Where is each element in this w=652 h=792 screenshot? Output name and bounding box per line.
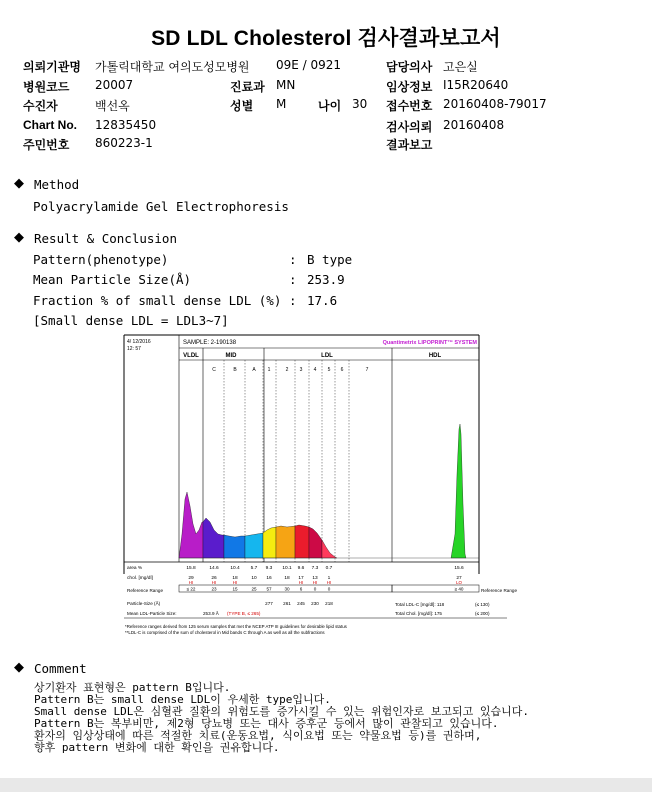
institution-label: 의뢰기관명	[23, 60, 81, 74]
age-value: 30	[352, 97, 368, 111]
chol-value: 17	[298, 576, 304, 581]
chol-flag: HI	[326, 580, 332, 585]
total-ldl: Total LDL-C [mg/dl]: 118	[395, 602, 445, 607]
area-value: 5.7	[250, 566, 258, 571]
comment-line: 환자의 임상상태에 따른 적절한 치료(운동요법, 식이요법 또는 약물요법 등)를 권하며,	[34, 729, 482, 742]
chol-flag: HI	[232, 580, 238, 585]
area-value: 14.6	[209, 566, 219, 571]
area-value: 15.6	[454, 566, 464, 571]
comment-line: 상기환자 표현형은 pattern B입니다.	[34, 681, 231, 694]
ref-value: 57	[266, 586, 272, 592]
chol-flag: HI	[312, 580, 318, 585]
particle-size-value: 253.9	[307, 272, 345, 287]
id-label: 주민번호	[23, 138, 70, 152]
fraction-label: Fraction % of small dense LDL (%)	[33, 293, 282, 308]
ref-value: 25	[251, 586, 257, 592]
band-label-7: 7	[365, 367, 369, 373]
band-label-3: 3	[299, 367, 303, 373]
id-value: 860223-1	[95, 136, 153, 150]
chart-time: 12: 57	[127, 346, 141, 352]
method-bullet-icon: ◆	[14, 176, 24, 191]
chol-flag: HI	[188, 580, 194, 585]
group-hdl: HDL	[428, 353, 442, 359]
chol-value: 13	[312, 576, 318, 581]
comment-bullet-icon: ◆	[14, 660, 24, 675]
band-label-1: 1	[267, 367, 271, 373]
comment-line: Small dense LDL은 심혈관 질환의 위험도를 증가시킬 수 있는 위험인자로 보고되고 있습니다.	[34, 705, 529, 718]
dept-value: MN	[276, 78, 296, 92]
band-label-A: A	[252, 367, 256, 373]
particle-value: 261	[283, 601, 291, 606]
band-label-2: 2	[285, 367, 289, 373]
band-area-5	[276, 526, 295, 558]
ref-value: ≤ 22	[186, 586, 196, 592]
ward-code: 09E / 0921	[276, 58, 342, 72]
mean-size-label: Mean LDL-Particle Size:	[127, 611, 177, 616]
ref-row-label: Reference Range	[127, 588, 164, 593]
name-value: 백선옥	[95, 99, 130, 113]
comment-heading: Comment	[34, 661, 87, 676]
area-value: 7.3	[311, 566, 319, 571]
fraction-value: 17.6	[307, 293, 338, 308]
chart-date: 4/ 12/2016	[127, 339, 151, 345]
lipoprint-chart	[123, 334, 518, 636]
area-value: 15.8	[186, 566, 196, 571]
chart-sample: SAMPLE: 2-190138	[183, 340, 237, 346]
total-chol-ref: (≤ 200)	[475, 611, 490, 616]
sex-label: 성별	[230, 99, 254, 113]
clinical-label: 임상정보	[386, 80, 433, 94]
ref-value: 30	[284, 586, 290, 592]
method-text: Polyacrylamide Gel Electrophoresis	[33, 199, 289, 214]
ref-value: 0	[313, 586, 317, 592]
chol-value: 10	[251, 576, 257, 581]
ref-value: ≥ 40	[454, 586, 464, 592]
band-label-6: 6	[340, 367, 344, 373]
ref-row-label-right: Reference Range	[481, 588, 518, 593]
age-label: 나이	[318, 99, 342, 113]
ref-value: 6	[299, 586, 303, 592]
area-value: 9.6	[297, 566, 305, 571]
area-value: 0.7	[325, 566, 333, 571]
receipt-label: 접수번호	[386, 99, 433, 113]
doctor-value: 고은실	[443, 60, 478, 74]
chart-footnote-1: *Reference ranges derived from 125 serum samples that met the NCEP ATP III guidelines for desirable lipid status	[125, 624, 347, 629]
group-ldl: LDL	[321, 353, 333, 359]
institution-value: 가톨릭대학교 여의도성모병원	[95, 60, 250, 74]
result-report-label: 결과보고	[386, 138, 433, 152]
area-value: 9.3	[265, 566, 273, 571]
name-label: 수진자	[23, 99, 58, 113]
ref-value: 23	[211, 586, 217, 592]
band-area-4	[263, 527, 276, 558]
chart-no-label: Chart No.	[23, 118, 77, 132]
fraction-sep: :	[289, 293, 297, 308]
comment-line: Pattern B는 small dense LDL이 우세한 type입니다.	[34, 693, 331, 706]
comment-line: Pattern B는 복부비만, 제2형 당뇨병 또는 대사 증후군 등에서 많이 관찰되고 있습니다.	[34, 717, 499, 730]
chol-value: 18	[284, 576, 290, 581]
area-row-label: area %	[127, 566, 143, 571]
band-area-2	[224, 535, 245, 558]
doctor-label: 담당의사	[386, 60, 433, 74]
hospital-code-value: 20007	[95, 78, 134, 92]
chol-value: 27	[456, 576, 462, 581]
pattern-label: Pattern(phenotype)	[33, 252, 169, 267]
mean-size-type: (TYPE B, ≤ 265)	[227, 611, 261, 616]
band-label-5: 5	[327, 367, 331, 373]
chol-flag: HI	[298, 580, 304, 585]
particle-value: 245	[297, 601, 305, 606]
area-value: 10.1	[282, 566, 292, 571]
mean-size-value: 253.9 Å	[203, 611, 219, 616]
request-label: 검사의뢰	[386, 120, 433, 134]
chol-value: 18	[232, 576, 238, 581]
total-chol: Total Chol. [mg/dl]: 175	[395, 611, 442, 616]
receipt-value: 20160408-79017	[443, 97, 547, 111]
chol-value: 16	[266, 576, 272, 581]
particle-size-label: Mean Particle Size(Å)	[33, 272, 192, 287]
band-area-3	[245, 533, 263, 558]
group-vldl: VLDL	[183, 353, 199, 359]
comment-line: 향후 pattern 변화에 대한 확인을 권유합니다.	[34, 741, 280, 754]
result-bullet-icon: ◆	[14, 230, 24, 245]
report-title: SD LDL Cholesterol 검사결과보고서	[151, 27, 501, 50]
chol-value: 26	[211, 576, 217, 581]
ref-value: 15	[232, 586, 238, 592]
chart-footnote-2: **LDL-C is comprised of the sum of cholesterol in Mid bands C through A as well as all the subfractions	[125, 630, 325, 635]
pattern-value: B type	[307, 252, 353, 267]
particle-size-sep: :	[289, 272, 297, 287]
band-label-C: C	[212, 367, 216, 373]
chol-row-label: chol. [mg/dl]	[127, 576, 153, 581]
chart-brand: Quantimetrix LIPOPRINT™ SYSTEM	[382, 340, 477, 346]
hospital-code-label: 병원코드	[23, 80, 70, 94]
ref-value: 0	[327, 586, 331, 592]
chol-flag: HI	[211, 580, 217, 585]
band-area-6	[295, 525, 309, 558]
chol-value: 1	[327, 576, 331, 581]
band-label-4: 4	[313, 367, 317, 373]
dept-label: 진료과	[230, 80, 265, 94]
result-heading: Result & Conclusion	[34, 231, 177, 246]
clinical-value: I15R20640	[443, 78, 509, 92]
chol-flag: LO	[456, 580, 462, 585]
particle-value: 277	[265, 601, 273, 606]
chol-value: 29	[188, 576, 194, 581]
request-value: 20160408	[443, 118, 505, 132]
sex-value: M	[276, 97, 287, 111]
sdldl-note: [Small dense LDL = LDL3~7]	[33, 313, 229, 328]
area-value: 10.4	[230, 566, 240, 571]
page-footer-bar	[0, 778, 652, 792]
particle-value: 230	[311, 601, 319, 606]
total-ldl-ref: (≤ 130)	[475, 602, 490, 607]
particle-row-label: Particle-Size (Å)	[127, 601, 161, 606]
method-heading: Method	[34, 177, 80, 192]
pattern-sep: :	[289, 252, 297, 267]
chart-no-value: 12835450	[95, 118, 157, 132]
group-mid: MID	[225, 353, 237, 359]
particle-value: 218	[325, 601, 333, 606]
band-label-B: B	[233, 367, 237, 373]
